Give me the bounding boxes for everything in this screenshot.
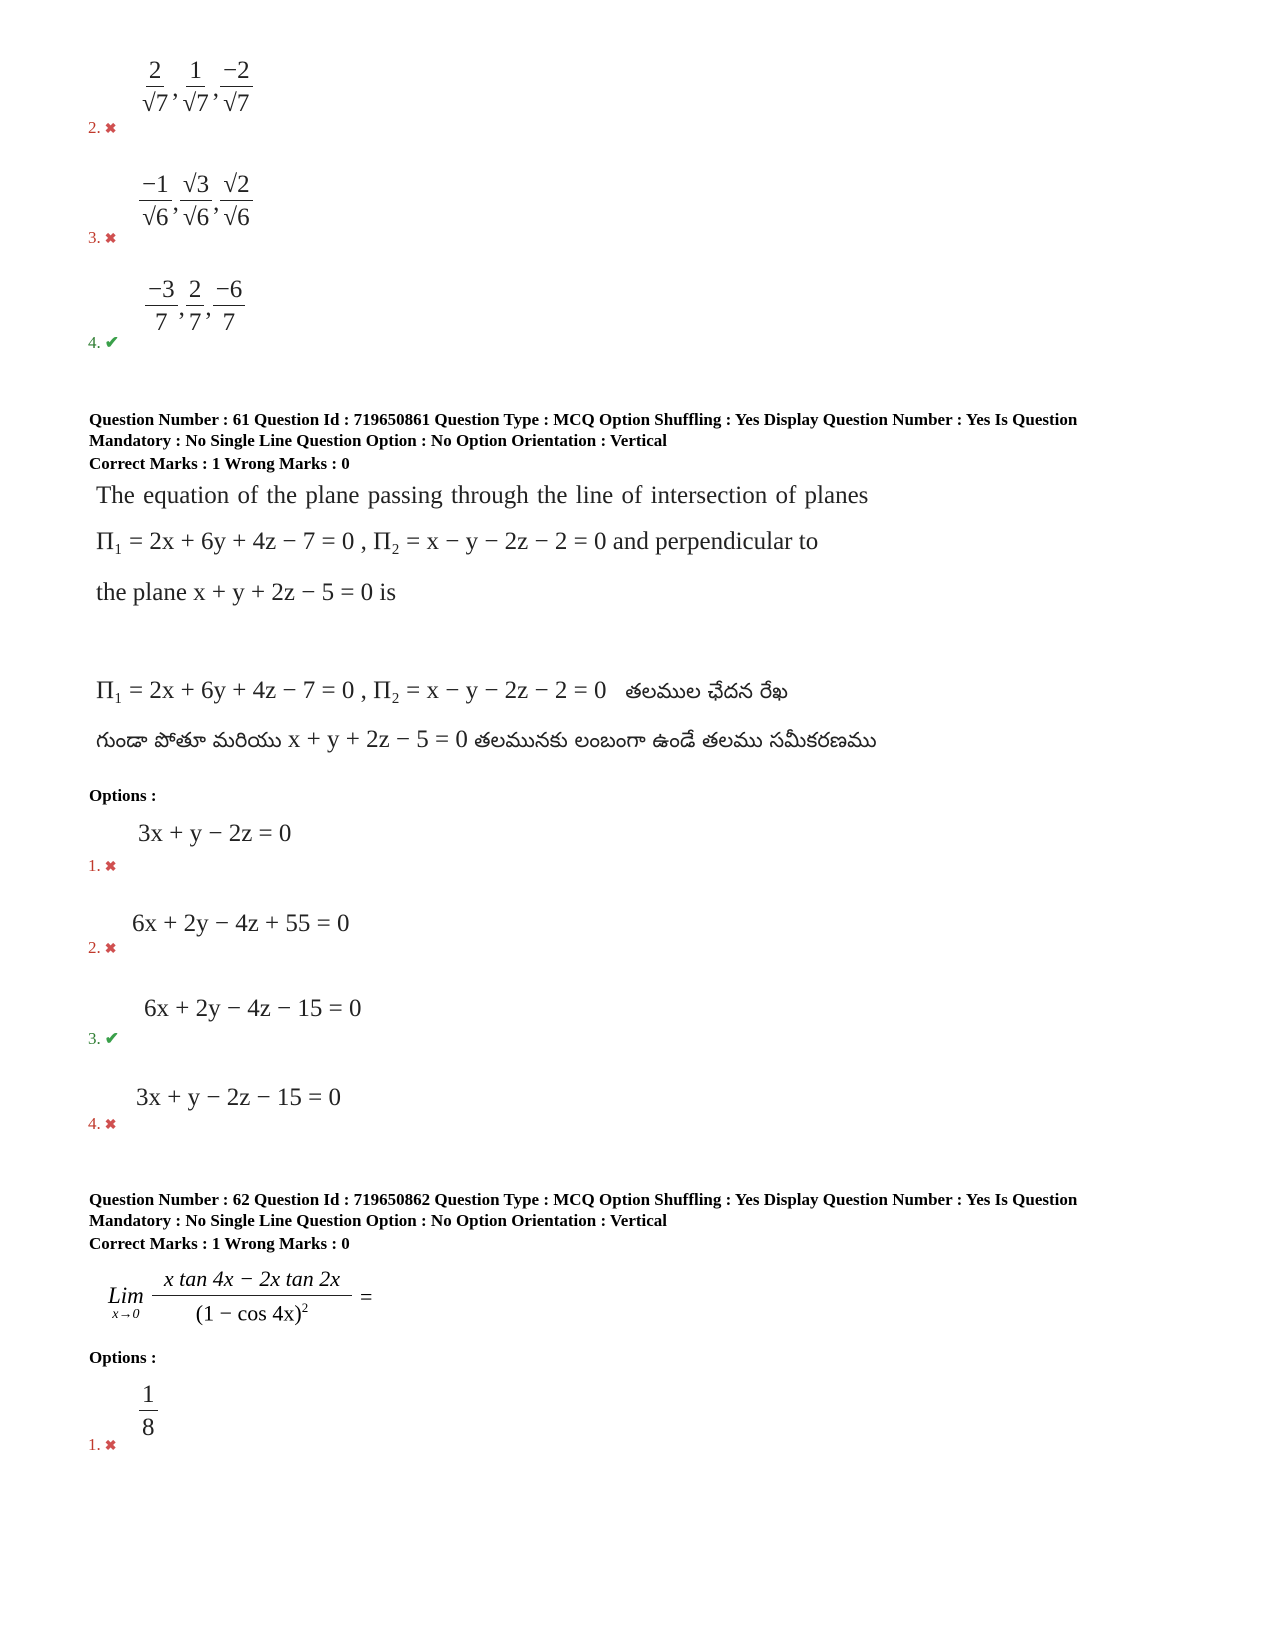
denominator: √6 <box>142 204 169 231</box>
numerator: √3 <box>180 170 212 201</box>
option-text: 3x + y − 2z = 0 <box>138 820 292 847</box>
limit <box>108 1284 144 1322</box>
wrong-mark-icon: ✖ <box>104 942 117 957</box>
wrong-mark-icon: ✖ <box>104 232 117 247</box>
wrong-mark-icon: ✖ <box>104 1118 117 1133</box>
numerator: √2 <box>220 170 252 201</box>
option-number: 4. <box>88 1114 101 1133</box>
telugu-math-1: Π₁ = 2x + 6y + 4z − 7 = 0 , Π₂ = x − y − 2z − 2 = 0 <box>96 677 607 704</box>
option-fraction-row: $\frac{-3}{7}$ , $\frac{2}{7}$ , $\frac{-6}{7}$ <box>144 275 246 340</box>
marks-line: Correct Marks : 1 Wrong Marks : 0 <box>89 454 350 473</box>
denominator: √7 <box>223 90 250 117</box>
denominator: √6 <box>182 204 210 231</box>
question-61-meta <box>89 409 1199 474</box>
correct-mark-icon: ✔ <box>104 1029 119 1048</box>
numerator: 2 <box>146 56 165 87</box>
fraction <box>220 170 252 235</box>
numerator: 1 <box>186 56 205 87</box>
telugu-math-2: x + y + 2z − 5 = 0 <box>287 726 468 753</box>
fraction <box>139 170 172 235</box>
fraction <box>180 170 212 235</box>
question-62-meta <box>89 1189 1199 1254</box>
limit-label: Lim <box>108 1283 144 1308</box>
fraction <box>186 275 205 340</box>
limit-power: 2 <box>301 1300 309 1315</box>
correct-mark-icon: ✔ <box>104 333 119 352</box>
limit-fraction <box>152 1266 352 1326</box>
numerator: 1 <box>139 1380 158 1411</box>
denominator: √6 <box>223 204 250 231</box>
numerator: −1 <box>139 170 172 201</box>
fraction <box>139 1380 158 1445</box>
denominator: 8 <box>142 1414 155 1441</box>
option-number: 2. <box>88 118 101 137</box>
option-fraction-row <box>138 1380 159 1445</box>
option-text: 6x + 2y − 4z + 55 = 0 <box>132 910 350 937</box>
limit-numerator: x tan 4x − 2x tan 2x <box>152 1266 352 1296</box>
option-number: 4. <box>88 333 101 352</box>
numerator: 2 <box>186 275 205 306</box>
option-text: 3x + y − 2z − 15 = 0 <box>136 1084 341 1111</box>
question-61-telugu-line-1 <box>96 677 788 709</box>
marks-line: Correct Marks : 1 Wrong Marks : 0 <box>89 1234 350 1253</box>
denominator: 7 <box>222 309 236 336</box>
meta-line-2: Mandatory : No Single Line Question Option : No Option Orientation : Vertical <box>89 1211 668 1230</box>
option-fraction-row: $\frac{-1}{√6}$ , $\frac{√3}{√6}$ , $\frac{√2}{√6}$ <box>138 170 254 235</box>
fraction <box>179 56 211 121</box>
denominator: 7 <box>188 309 202 336</box>
options-label: Options : <box>89 1348 157 1367</box>
question-61-stem-line-3: the plane x + y + 2z − 5 = 0 is <box>96 579 397 606</box>
meta-line-2: Mandatory : No Single Line Question Option : No Option Orientation : Vertical <box>89 431 668 450</box>
limit-denominator: (1 − cos 4x) <box>195 1300 302 1326</box>
numerator: −3 <box>145 275 178 306</box>
limit-subscript: x→0 <box>112 1307 140 1322</box>
limit-denominator-wrap <box>152 1296 352 1326</box>
wrong-mark-icon: ✖ <box>104 122 117 137</box>
telugu-text-2a: గుండా పోతూ మరియు <box>96 728 282 752</box>
question-61-telugu-line-2 <box>96 726 877 758</box>
fraction <box>139 56 171 121</box>
question-61-stem-line-2: Π₁ = 2x + 6y + 4z − 7 = 0 , Π₂ = x − y − 2z − 2 = 0 and perpendicular to <box>96 528 819 555</box>
denominator: 7 <box>155 309 168 336</box>
option-fraction-row: $\frac{2}{√7}$ , $\frac{1}{√7}$ , $\frac{-2}{√7}$ <box>138 56 254 121</box>
denominator: √7 <box>182 90 209 117</box>
telugu-text-2b: తలమునకు లంబంగా ఉండే తలము సమీకరణము <box>474 728 877 752</box>
fraction <box>220 56 253 121</box>
option-number: 1. <box>88 856 101 875</box>
meta-line-1: Question Number : 62 Question Id : 719650862 Question Type : MCQ Option Shuffling : Yes Display Question Number : Yes Is Question <box>89 1190 1078 1209</box>
fraction <box>145 275 178 340</box>
option-number: 1. <box>88 1435 101 1454</box>
telugu-text-1: తలముల ఛేదన రేఖ <box>625 679 789 703</box>
option-number: 2. <box>88 938 101 957</box>
option-text: 6x + 2y − 4z − 15 = 0 <box>144 995 362 1022</box>
option-number: 3. <box>88 228 101 247</box>
fraction <box>213 275 246 340</box>
equals-sign: = <box>360 1284 373 1309</box>
options-label: Options : <box>89 786 157 805</box>
option-number: 3. <box>88 1029 101 1048</box>
wrong-mark-icon: ✖ <box>104 860 117 875</box>
question-62-stem <box>108 1266 408 1346</box>
meta-line-1: Question Number : 61 Question Id : 719650861 Question Type : MCQ Option Shuffling : Yes Display Question Number : Yes Is Question <box>89 410 1078 429</box>
numerator: −2 <box>220 56 253 87</box>
wrong-mark-icon: ✖ <box>104 1439 117 1454</box>
denominator: √7 <box>142 90 169 117</box>
question-61-stem-line-1: The equation of the plane passing through the line of intersection of planes <box>96 482 869 509</box>
numerator: −6 <box>213 275 246 306</box>
